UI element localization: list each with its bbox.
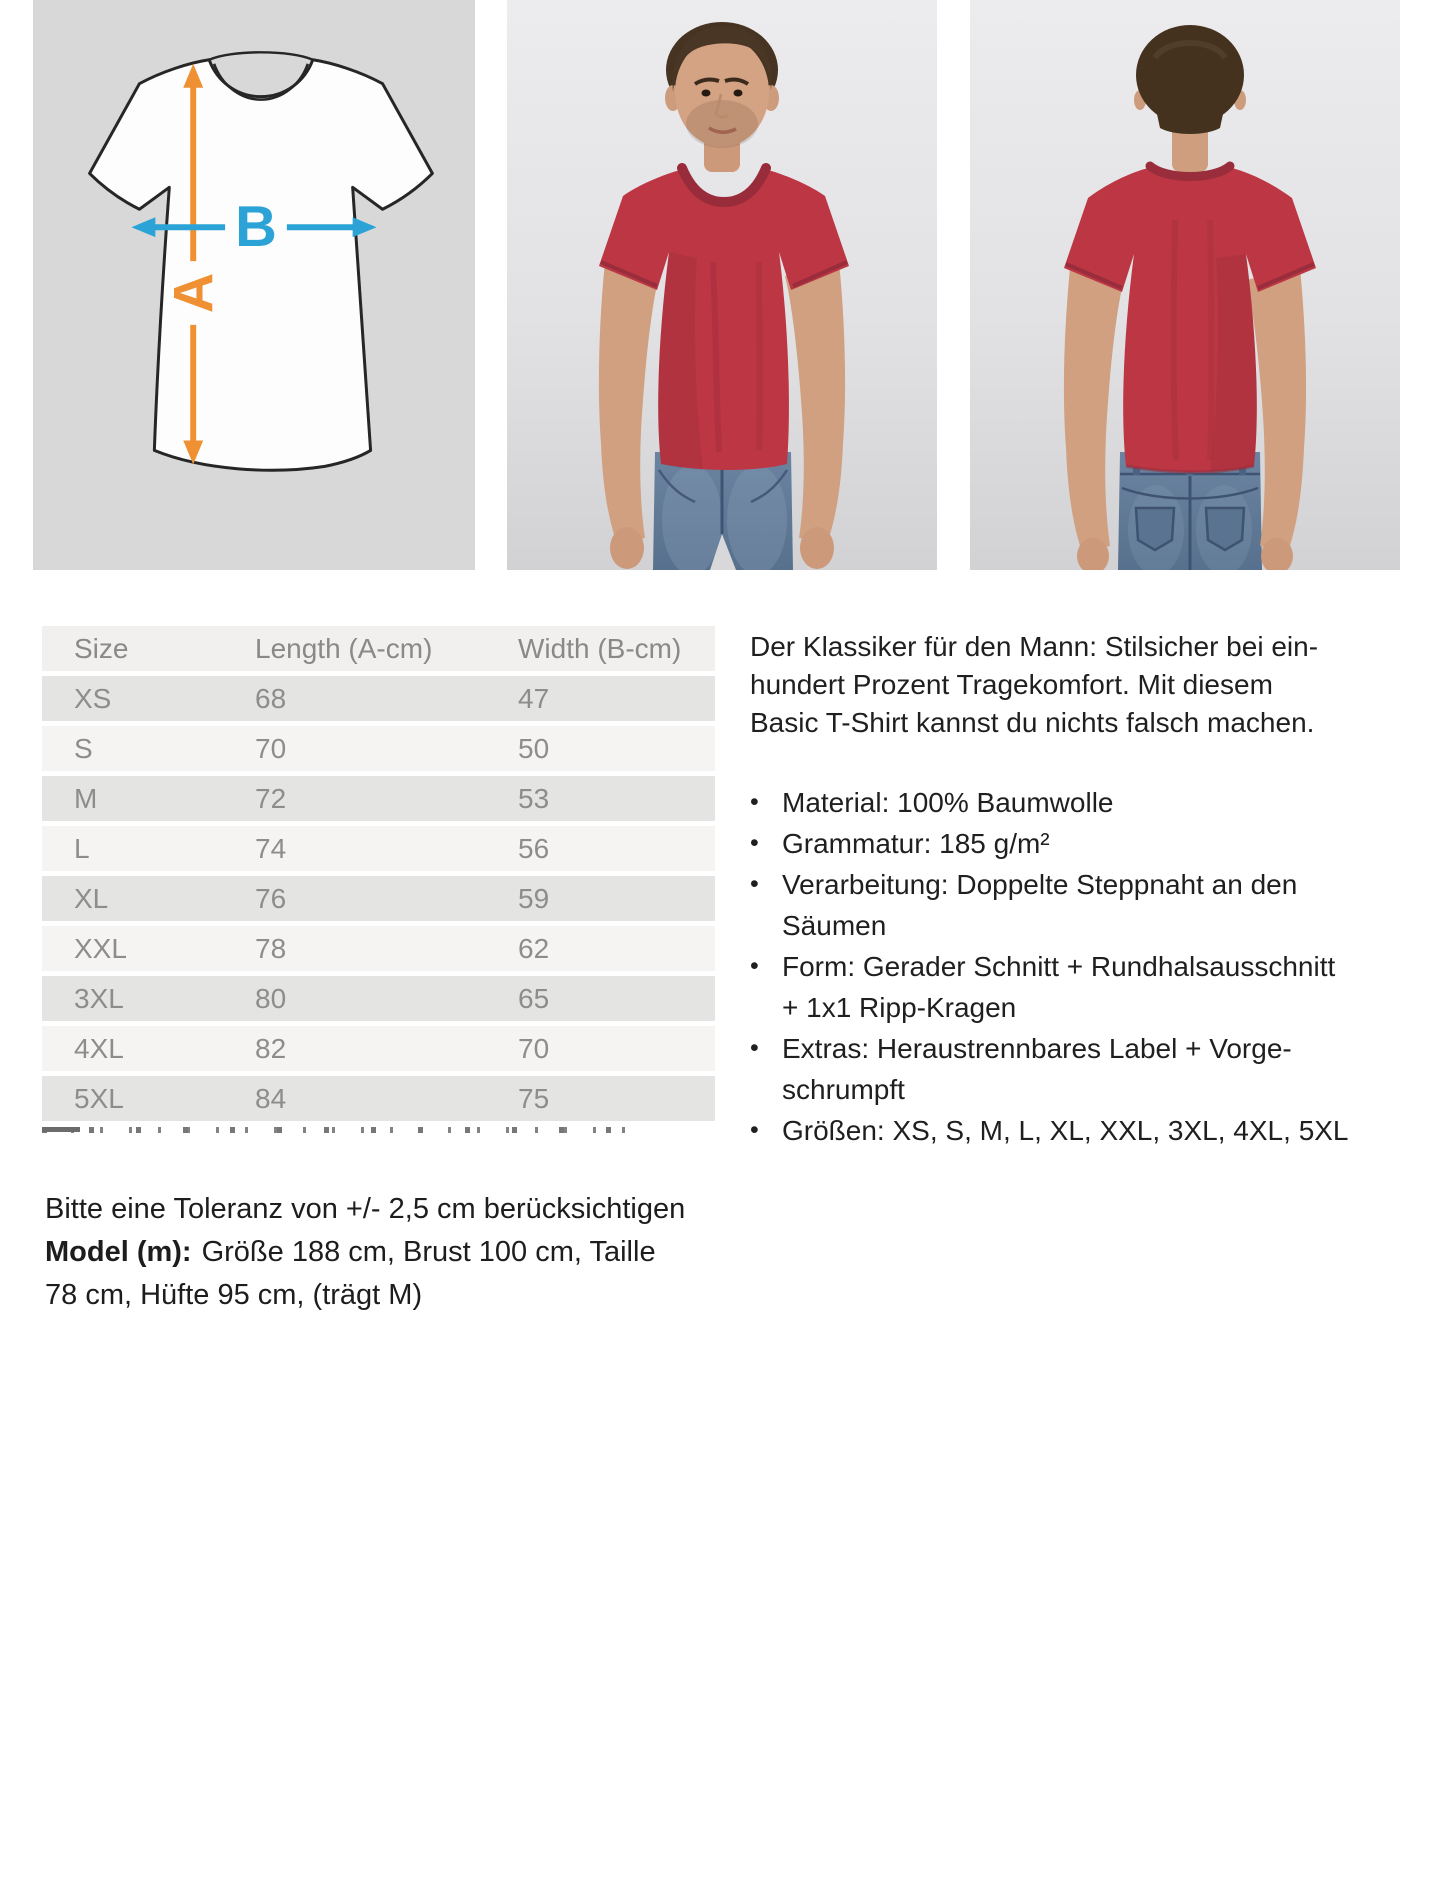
table-row [42,1076,715,1121]
bullet-icon: • [750,788,759,816]
feature-text: Grammatur: 185 g/m² [782,828,1050,859]
model-front-photo [507,0,937,570]
tolerance-note: Bitte eine Toleranz von +/- 2,5 cm berücksichtigen [45,1193,686,1225]
feature-item [750,1028,1440,1069]
cell-size: S [74,732,93,764]
feature-text: Verarbeitung: Doppelte Steppnaht an den [782,869,1298,900]
feature-item [750,782,1440,823]
bullet-icon: • [750,1116,759,1144]
table-row [42,976,715,1021]
model-back-photo [970,0,1400,570]
feature-item-continuation [750,905,1440,946]
bullet-icon: • [750,1034,759,1062]
table-row [42,676,715,721]
cell-length: 72 [255,782,287,814]
size-diagram-graphic [33,0,475,570]
cell-width: 56 [518,832,550,864]
feature-item-continuation [750,987,1440,1028]
feature-text: Größen: XS, S, M, L, XL, XXL, 3XL, 4XL, 5XL [782,1115,1349,1146]
cell-size: 5XL [74,1082,124,1114]
cell-width: 70 [518,1032,550,1064]
cell-length: 82 [255,1032,287,1064]
feature-item [750,864,1440,905]
feature-item-continuation [750,1069,1440,1110]
cell-width: 65 [518,982,550,1014]
size-table [42,626,715,1126]
table-row [42,876,715,921]
cropped-text-artifact [42,1127,638,1133]
cell-width: 50 [518,732,550,764]
feature-text: Form: Gerader Schnitt + Rundhalsausschnitt [782,951,1336,982]
column-header-width: Width (B-cm) [518,632,682,664]
feature-text: Extras: Heraustrennbares Label + Vorge- [782,1033,1292,1064]
table-row [42,726,715,771]
feature-text: + 1x1 Ripp-Kragen [782,992,1017,1023]
cell-size: 3XL [74,982,124,1014]
size-diagram-image [33,0,475,570]
cell-width: 75 [518,1082,550,1114]
description-intro-line: hundert Prozent Tragekomfort. Mit diesem [750,669,1273,700]
width-arrow-label: B [235,195,277,260]
bullet-icon: • [750,829,759,857]
cell-width: 59 [518,882,550,914]
cell-size: XS [74,682,112,714]
cell-size: M [74,782,98,814]
bullet-icon: • [750,870,759,898]
cell-length: 84 [255,1082,287,1114]
cell-size: L [74,832,90,864]
cell-length: 80 [255,982,287,1014]
cell-size: XL [74,882,109,914]
cell-length: 78 [255,932,287,964]
cell-width: 53 [518,782,550,814]
column-header-size: Size [74,632,129,664]
feature-text: Material: 100% Baumwolle [782,787,1114,818]
feature-text: Säumen [782,910,887,941]
cell-size: XXL [74,932,127,964]
feature-item [750,823,1440,864]
model-front-graphic [507,0,937,570]
feature-text: schrumpft [782,1074,905,1105]
product-description [750,628,1440,1151]
measurement-note [45,1188,745,1317]
feature-item [750,946,1440,987]
cell-size: 4XL [74,1032,124,1064]
bullet-icon: • [750,952,759,980]
table-row [42,1026,715,1071]
cell-length: 68 [255,682,287,714]
cell-length: 74 [255,832,287,864]
model-info-line [45,1231,745,1274]
cell-width: 47 [518,682,550,714]
cell-length: 76 [255,882,287,914]
model-info: Größe 188 cm, Brust 100 cm, Taille [201,1236,656,1268]
table-row [42,926,715,971]
feature-list [750,782,1440,1151]
table-row [42,776,715,821]
description-intro-line: Der Klassiker für den Mann: Stilsicher bei ein- [750,631,1319,662]
feature-item [750,1110,1440,1151]
model-label: Model (m): [45,1236,192,1268]
model-back-graphic [970,0,1400,570]
column-header-length: Length (A-cm) [255,632,433,664]
length-arrow-label: A [161,272,225,314]
cell-width: 62 [518,932,550,964]
description-intro-line: Basic T-Shirt kannst du nichts falsch machen. [750,707,1315,738]
model-info-line2: 78 cm, Hüfte 95 cm, (trägt M) [45,1279,423,1311]
cell-length: 70 [255,732,287,764]
size-table-header [42,626,715,671]
table-row [42,826,715,871]
